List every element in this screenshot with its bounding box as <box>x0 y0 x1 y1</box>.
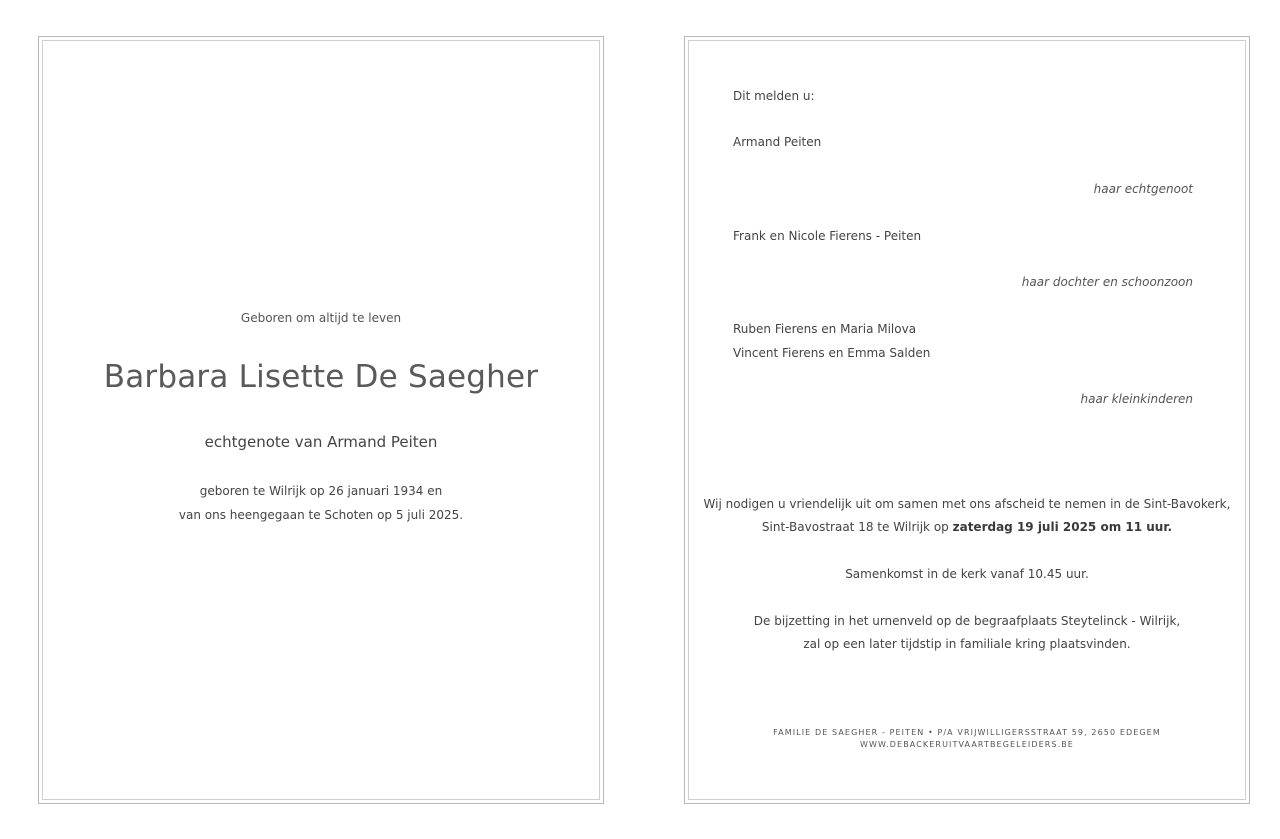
ceremony-datetime: zaterdag 19 juli 2025 om 11 uur. <box>952 520 1173 534</box>
birth-line: geboren te Wilrijk op 26 januari 1934 en <box>199 484 443 498</box>
intro-text: Dit melden u: <box>733 89 815 103</box>
grandchild-line-1: Ruben Fierens en Maria Milova <box>733 322 917 336</box>
husband-name: Armand Peiten <box>733 135 822 149</box>
spouse-line: echtgenote van Armand Peiten <box>204 433 438 451</box>
invite-line-1: Wij nodigen u vriendelijk uit om samen met ons afscheid te nemen in de Sint-Bavokerk, <box>703 497 1231 511</box>
grandchild-line-2: Vincent Fierens en Emma Salden <box>733 346 931 360</box>
children-names: Frank en Nicole Fierens - Peiten <box>733 229 922 243</box>
lead-text: Geboren om altijd te leven <box>240 311 402 325</box>
right-card <box>684 36 1250 804</box>
burial-line-1: De bijzetting in het urnenveld op de begraafplaats Steytelinck - Wilrijk, <box>753 614 1181 628</box>
deceased-name: Barbara Lisette De Saegher <box>103 359 539 395</box>
invite-line-2 <box>685 520 1249 534</box>
invite-line-2-text: Sint-Bavostraat 18 te Wilrijk op <box>761 520 953 534</box>
gathering-line: Samenkomst in de kerk vanaf 10.45 uur. <box>845 567 1089 581</box>
footer-address: FAMILIE DE SAEGHER - PEITEN • P/A VRIJWILLIGERSSTRAAT 59, 2650 EDEGEM <box>773 728 1161 737</box>
burial-line-2: zal op een later tijdstip in familiale kring plaatsvinden. <box>803 637 1131 651</box>
husband-role: haar echtgenoot <box>1093 182 1193 196</box>
children-role: haar dochter en schoonzoon <box>1021 275 1193 289</box>
grandchildren-role: haar kleinkinderen <box>1080 392 1193 406</box>
left-card <box>38 36 604 804</box>
death-line: van ons heengegaan te Schoten op 5 juli 2025. <box>178 508 464 522</box>
footer-website: WWW.DEBACKERUITVAARTBEGELEIDERS.BE <box>860 740 1074 749</box>
